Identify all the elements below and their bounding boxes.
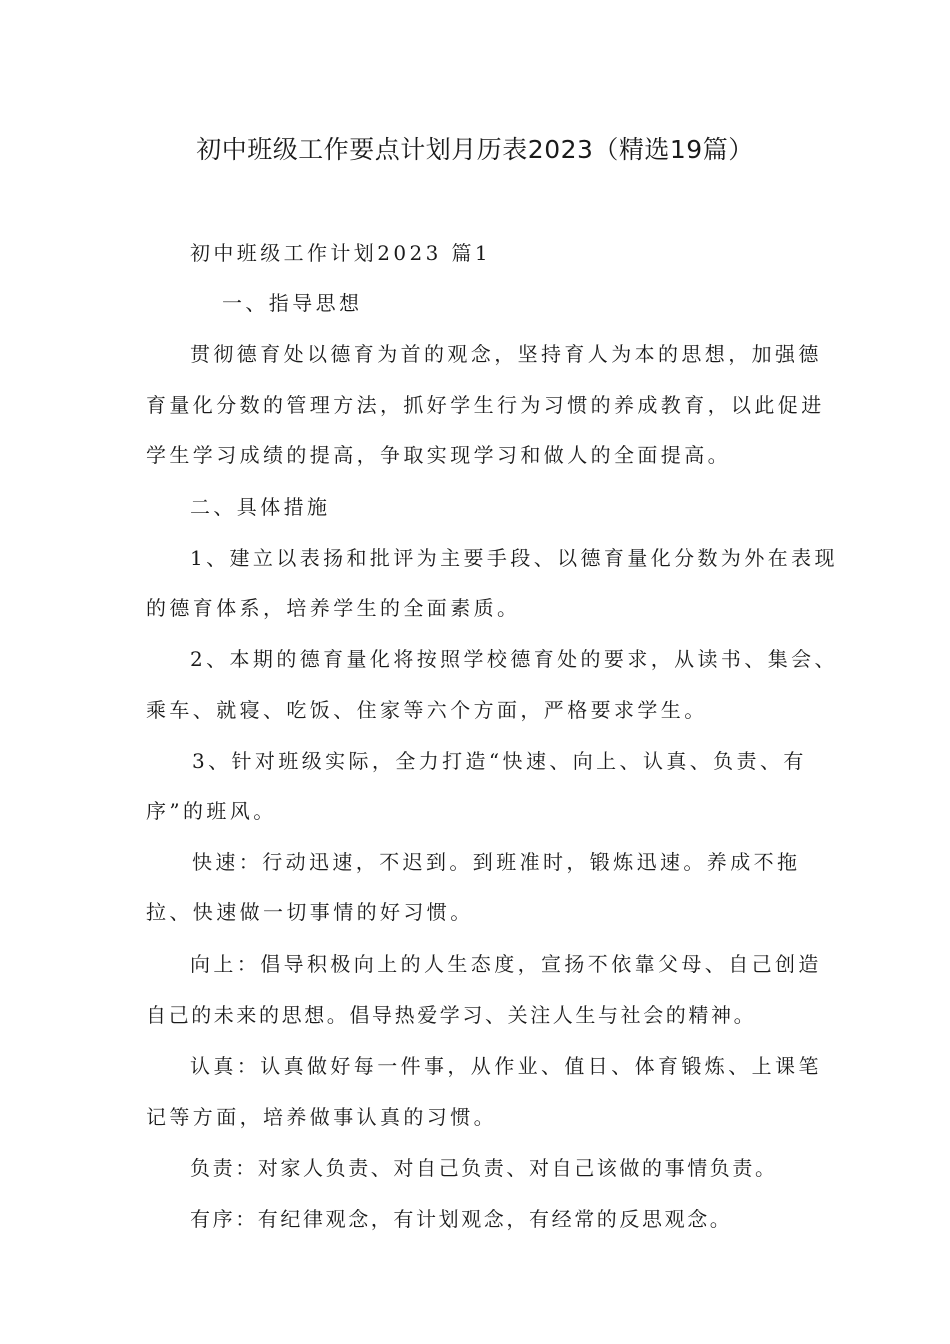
paragraph-line: 快速：行动迅速，不迟到。到班准时，锻炼迅速。养成不拖 — [192, 850, 801, 874]
paragraph-line: 2、本期的德育量化将按照学校德育处的要求，从读书、集会、 — [190, 647, 838, 671]
paragraph-line: 拉、快速做一切事情的好习惯。 — [146, 900, 474, 924]
paragraph-line: 向上：倡导积极向上的人生态度，宣扬不依靠父母、自己创造 — [190, 952, 822, 976]
paragraph-line: 记等方面，培养做事认真的习惯。 — [146, 1105, 497, 1129]
paragraph-line: 3、针对班级实际，全力打造“快速、向上、认真、负责、有 — [192, 749, 807, 773]
paragraph-line: 序”的班风。 — [146, 799, 277, 823]
paragraph-line: 的德育体系，培养学生的全面素质。 — [146, 596, 521, 620]
paragraph-line: 贯彻德育处以德育为首的观念，坚持育人为本的思想，加强德 — [190, 342, 822, 366]
paragraph-line: 自己的未来的思想。倡导热爱学习、关注人生与社会的精神。 — [146, 1003, 757, 1027]
paragraph-line: 乘车、就寝、吃饭、住家等六个方面，严格要求学生。 — [146, 698, 708, 722]
section-heading: 初中班级工作计划2023 篇1 — [190, 241, 491, 265]
paragraph-line: 学生学习成绩的提高，争取实现学习和做人的全面提高。 — [146, 443, 731, 467]
paragraph-line: 认真：认真做好每一件事，从作业、值日、体育锻炼、上课笔 — [190, 1054, 822, 1078]
subheading: 二、具体措施 — [190, 495, 331, 519]
paragraph-line: 1、建立以表扬和批评为主要手段、以德育量化分数为外在表现 — [190, 546, 838, 570]
paragraph-line: 负责：对家人负责、对自己负责、对自己该做的事情负责。 — [190, 1156, 778, 1180]
paragraph-line: 育量化分数的管理方法，抓好学生行为习惯的养成教育，以此促进 — [146, 393, 825, 417]
paragraph-line: 有序：有纪律观念，有计划观念，有经常的反思观念。 — [190, 1207, 733, 1231]
document-title: 初中班级工作要点计划月历表2023（精选19篇） — [196, 135, 754, 164]
subheading: 一、指导思想 — [222, 291, 363, 315]
